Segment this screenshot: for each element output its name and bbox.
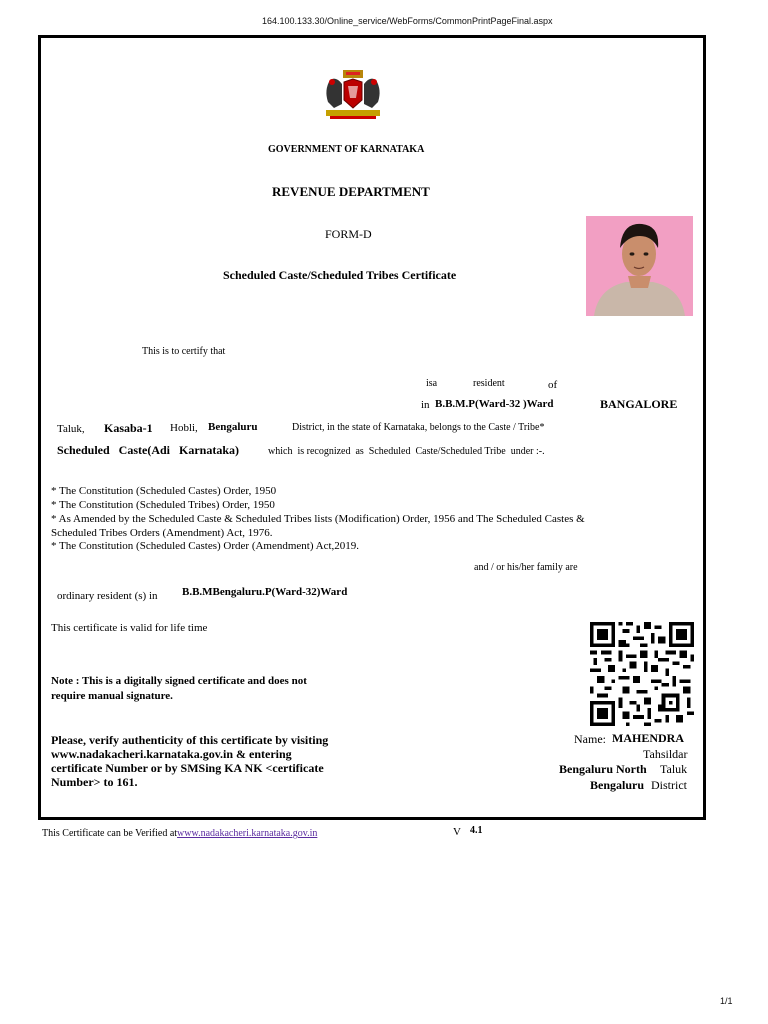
version-value: 4.1 [470,825,483,836]
hobli-value: Bengaluru [208,421,258,433]
ward-value: B.B.M.P(Ward-32 )Ward [435,398,554,410]
of-text: of [548,379,558,391]
in-text: in [421,399,430,411]
footer-verify-text [42,828,317,839]
signatory-name: MAHENDRA [612,731,684,745]
order-line-1: * The Constitution (Scheduled Castes) Order, 1950 [51,485,277,497]
note-line-2: require manual signature. [51,690,173,702]
resident-text: resident [473,378,505,389]
signatory-taluk-label: Taluk [660,762,688,776]
validity-text: This certificate is valid for life time [51,622,208,634]
government-title: GOVERNMENT OF KARNATAKA [268,144,425,155]
taluk-value: Kasaba-1 [104,421,153,435]
page-count: 1/1 [720,996,733,1006]
applicant-photo [586,216,693,316]
verify-line-2: www.nadakacheri.karnataka.gov.in & entering [51,747,292,761]
department-title: REVENUE DEPARTMENT [272,184,430,199]
signatory-designation: Tahsildar [643,747,688,761]
version-label: V [453,826,461,838]
order-line-2: * The Constitution (Scheduled Tribes) Order, 1950 [51,499,275,511]
signatory-name-label: Name: [574,732,606,746]
city-value: BANGALORE [600,397,678,411]
recognized-text: which is recognized as Scheduled Caste/Scheduled Tribe under :-. [268,446,545,457]
footer-verify-link[interactable]: www.nadakacheri.karnataka.gov.in [177,828,318,839]
qr-code [587,622,697,726]
verify-line-1: Please, verify authenticity of this certificate by visiting [51,733,329,747]
footer-verify-label: This Certificate can be Verified at [42,828,178,839]
order-line-4: Scheduled Tribes Orders (Amendment) Act, 1976. [51,527,273,539]
signatory-district-label: District [651,778,687,792]
ordinary-resident-text: ordinary resident (s) in [57,590,158,602]
ordinary-ward-value: B.B.MBengaluru.P(Ward-32)Ward [182,586,348,598]
page-url: 164.100.133.30/Online_service/WebForms/CommonPrintPageFinal.aspx [262,16,553,26]
verify-line-3: certificate Number or by SMSing KA NK <certificate [51,761,324,775]
hobli-label: Hobli, [170,422,198,434]
certificate-title: Scheduled Caste/Scheduled Tribes Certificate [223,268,457,282]
order-line-5: * The Constitution (Scheduled Castes) Order (Amendment) Act,2019. [51,540,360,552]
form-title: FORM-D [325,227,372,241]
certify-text: This is to certify that [142,346,226,357]
signatory-district-value: Bengaluru [590,778,645,792]
taluk-label: Taluk, [57,423,85,435]
verify-line-4: Number> to 161. [51,775,138,789]
signatory-taluk-value: Bengaluru North [559,762,647,776]
order-line-3: * As Amended by the Scheduled Caste & Scheduled Tribes lists (Modification) Order, 1956 and The Scheduled Castes & [51,513,585,525]
isa-text: isa [426,378,438,389]
note-line-1: Note : This is a digitally signed certificate and does not [51,675,307,687]
caste-value: Scheduled Caste(Adi Karnataka) [57,443,240,457]
karnataka-emblem-icon [322,68,384,120]
district-text: District, in the state of Karnataka, belongs to the Caste / Tribe* [292,422,545,433]
family-text: and / or his/her family are [474,562,578,573]
